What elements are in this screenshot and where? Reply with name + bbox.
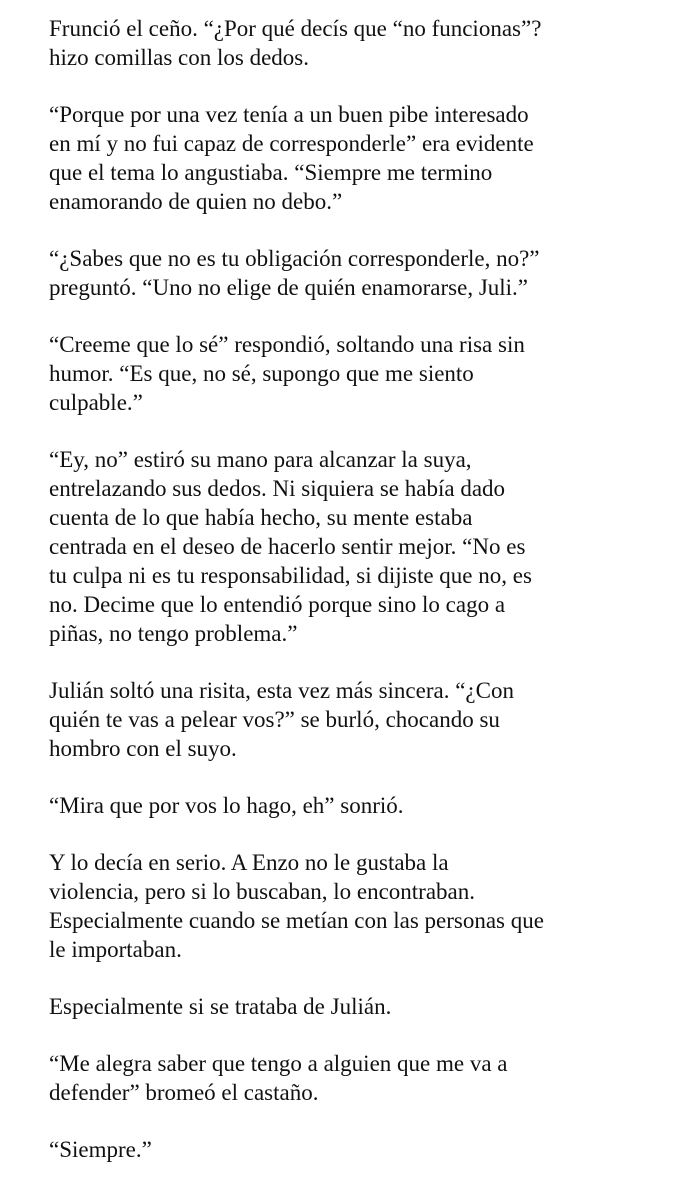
text-line: “¿Sabes que no es tu obligación corresponderle, no?” [49, 246, 540, 271]
text-line: no. Decime que lo entendió porque sino lo cago a [49, 592, 506, 617]
paragraph-6 [49, 676, 649, 763]
paragraph-4 [49, 330, 649, 417]
text-line: enamorando de quien no debo.” [49, 189, 343, 214]
text-line: Especialmente si se trataba de Julián. [49, 994, 392, 1019]
paragraph-9 [49, 992, 649, 1021]
text-line: que el tema lo angustiaba. “Siempre me termino [49, 160, 493, 185]
text-line: hizo comillas con los dedos. [49, 45, 309, 70]
text-line: culpable.” [49, 390, 143, 415]
paragraph-3 [49, 244, 649, 302]
text-line: “Siempre.” [49, 1137, 152, 1162]
text-line: quién te vas a pelear vos?” se burló, chocando su [49, 707, 500, 732]
text-line: Frunció el ceño. “¿Por qué decís que “no funcionas”? [49, 16, 542, 41]
document-page [49, 14, 649, 1192]
text-line: le importaban. [49, 937, 182, 962]
text-line: “Porque por una vez tenía a un buen pibe interesado [49, 102, 529, 127]
paragraph-8 [49, 848, 649, 964]
text-line: “Mira que por vos lo hago, eh” sonrió. [49, 793, 404, 818]
text-line: “Creeme que lo sé” respondió, soltando una risa sin [49, 332, 525, 357]
text-line: piñas, no tengo problema.” [49, 621, 298, 646]
text-line: defender” bromeó el castaño. [49, 1080, 319, 1105]
text-line: violencia, pero si lo buscaban, lo encontraban. [49, 879, 475, 904]
text-line: cuenta de lo que había hecho, su mente estaba [49, 505, 473, 530]
text-line: entrelazando sus dedos. Ni siquiera se había dado [49, 476, 506, 501]
text-line: preguntó. “Uno no elige de quién enamorarse, Juli.” [49, 275, 529, 300]
paragraph-11 [49, 1135, 649, 1164]
text-line: “Ey, no” estiró su mano para alcanzar la suya, [49, 447, 472, 472]
paragraph-5 [49, 445, 649, 648]
paragraph-10 [49, 1049, 649, 1107]
text-line: Especialmente cuando se metían con las personas que [49, 908, 544, 933]
text-line: “Me alegra saber que tengo a alguien que me va a [49, 1051, 508, 1076]
text-line: en mí y no fui capaz de corresponderle” era evidente [49, 131, 534, 156]
paragraph-1 [49, 14, 649, 72]
paragraph-2 [49, 100, 649, 216]
text-line: hombro con el suyo. [49, 736, 237, 761]
text-line: tu culpa ni es tu responsabilidad, si dijiste que no, es [49, 563, 532, 588]
text-line: centrada en el deseo de hacerlo sentir mejor. “No es [49, 534, 526, 559]
paragraph-7 [49, 791, 649, 820]
text-line: Julián soltó una risita, esta vez más sincera. “¿Con [49, 678, 514, 703]
text-line: humor. “Es que, no sé, supongo que me siento [49, 361, 474, 386]
text-line: Y lo decía en serio. A Enzo no le gustaba la [49, 850, 449, 875]
